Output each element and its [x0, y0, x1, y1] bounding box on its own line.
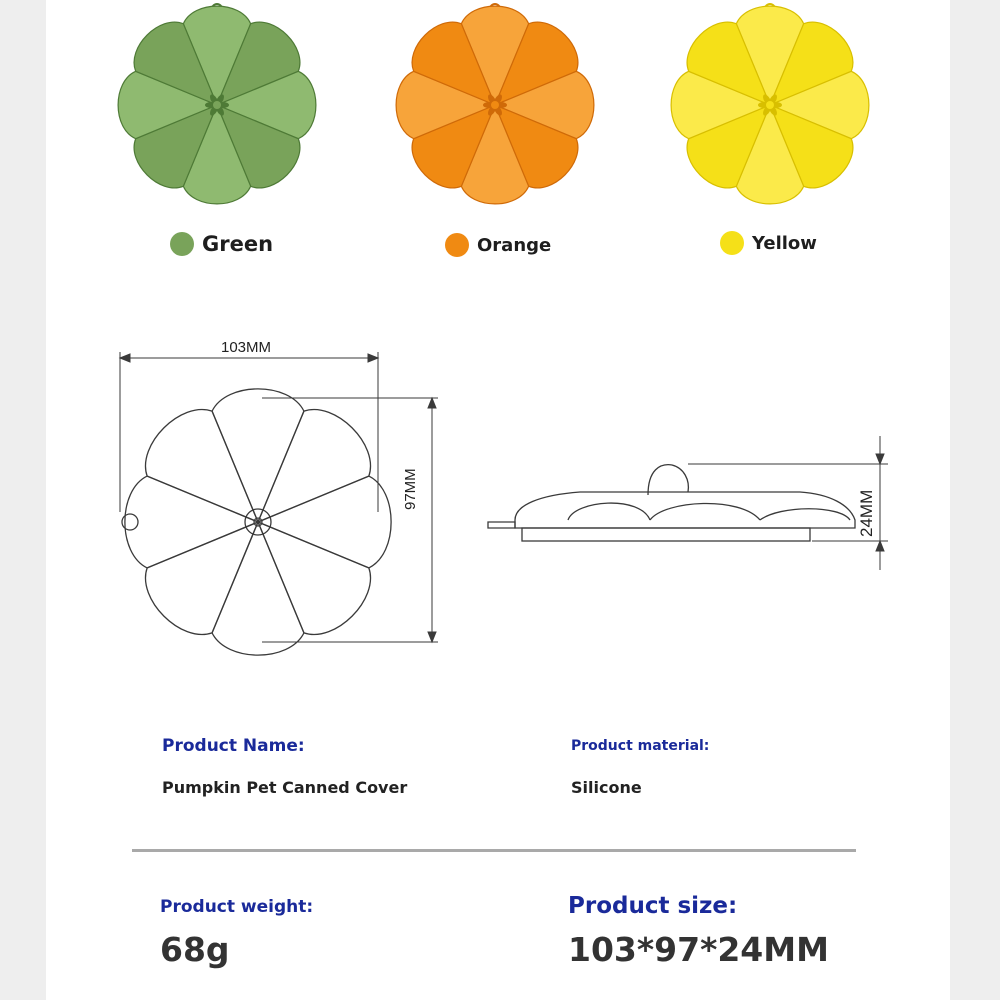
- product-material-value: Silicone: [571, 778, 642, 797]
- color-label-yellow: Yellow: [752, 232, 817, 254]
- color-label-green: Green: [202, 232, 274, 256]
- product-size-label: Product size:: [568, 893, 738, 919]
- height-dimension-label: 24MM: [857, 489, 876, 537]
- width-dimension-label: 103MM: [221, 339, 272, 356]
- side-view-drawing: [488, 465, 855, 541]
- product-size-value: 103*97*24MM: [568, 930, 829, 969]
- product-name-label: Product Name:: [162, 736, 305, 756]
- depth-dimension-label: 97MM: [402, 468, 419, 510]
- product-material-label: Product material:: [571, 738, 710, 754]
- top-view-drawing: [122, 389, 391, 655]
- product-weight-label: Product weight:: [160, 897, 314, 917]
- depth-dimension-line: [262, 398, 438, 642]
- product-name-value: Pumpkin Pet Canned Cover: [162, 778, 408, 797]
- section-divider: [132, 849, 856, 852]
- color-label-orange: Orange: [477, 234, 552, 256]
- product-weight-value: 68g: [160, 930, 230, 969]
